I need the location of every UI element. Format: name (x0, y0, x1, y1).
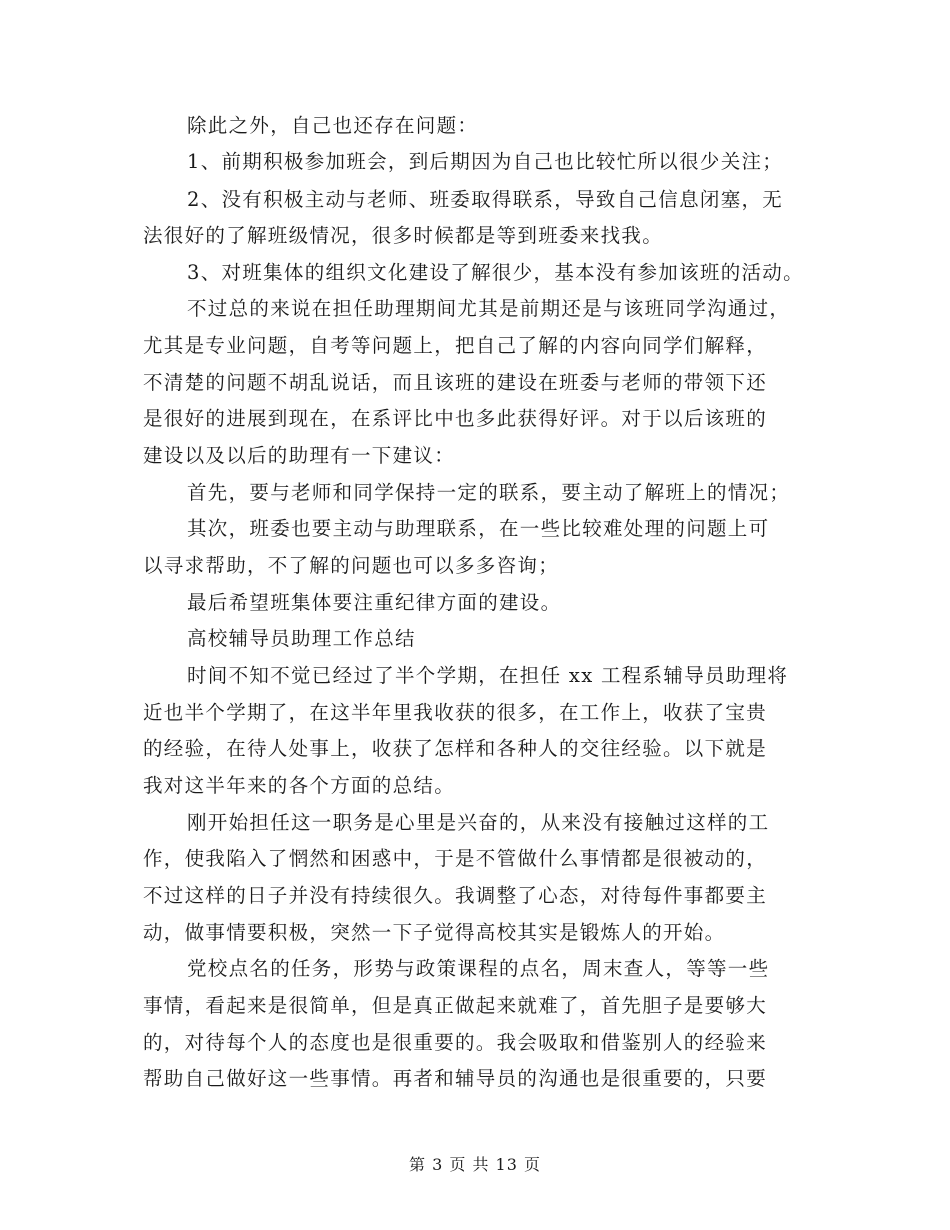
body-line: 以寻求帮助，不了解的问题也可以多多咨询； (143, 554, 560, 577)
body-line: 2、没有积极主动与老师、班委取得联系，导致自己信息闭塞，无 (187, 188, 784, 211)
body-line: 时间不知不觉已经过了半个学期，在担任 xx 工程系辅导员助理将 (187, 664, 789, 687)
body-line: 不过总的来说在担任助理期间尤其是前期还是与该班同学沟通过， (187, 297, 791, 320)
body-line: 刚开始担任这一职务是心里是兴奋的，从来没有接触过这样的工 (187, 811, 770, 834)
body-line: 动，做事情要积极，突然一下子觉得高校其实是锻炼人的开始。 (143, 921, 726, 944)
body-line: 1、前期积极参加班会，到后期因为自己也比较忙所以很少关注； (187, 150, 784, 173)
body-line: 法很好的了解班级情况，很多时候都是等到班委来找我。 (143, 224, 664, 247)
body-line: 3、对班集体的组织文化建设了解很少，基本没有参加该班的活动。 (187, 261, 804, 284)
body-line: 的，对待每个人的态度也是很重要的。我会吸取和借鉴别人的经验来 (143, 1031, 768, 1054)
body-line: 首先，要与老师和同学保持一定的联系，要主动了解班上的情况； (187, 481, 791, 504)
body-line: 除此之外，自己也还存在问题： (187, 114, 479, 137)
body-line: 其次，班委也要主动与助理联系，在一些比较难处理的问题上可 (187, 517, 770, 540)
body-line: 最后希望班集体要注重纪律方面的建设。 (187, 591, 562, 614)
body-line: 事情，看起来是很简单，但是真正做起来就难了，首先胆子是要够大 (143, 994, 768, 1017)
body-line: 党校点名的任务，形势与政策课程的点名，周末查人，等等一些 (187, 957, 770, 980)
body-line: 建设以及以后的助理有一下建议： (143, 444, 456, 467)
body-line: 近也半个学期了，在这半年里我收获的很多，在工作上，收获了宝贵 (143, 701, 768, 724)
page-footer: 第 3 页 共 13 页 (409, 1155, 541, 1174)
body-line: 不过这样的日子并没有持续很久。我调整了心态，对待每件事都要主 (143, 884, 768, 907)
body-line: 的经验，在待人处事上，收获了怎样和各种人的交往经验。以下就是 (143, 737, 768, 760)
body-line: 帮助自己做好这一些事情。再者和辅导员的沟通也是很重要的，只要 (143, 1067, 768, 1090)
body-line: 是很好的进展到现在，在系评比中也多此获得好评。对于以后该班的 (143, 407, 768, 430)
body-line: 尤其是专业问题，自考等问题上，把自己了解的内容向同学们解释， (143, 334, 768, 357)
body-line: 我对这半年来的各个方面的总结。 (143, 774, 456, 797)
body-line: 作，使我陷入了惘然和困惑中，于是不管做什么事情都是很被动的， (143, 847, 768, 870)
body-line: 不清楚的问题不胡乱说话，而且该班的建设在班委与老师的带领下还 (143, 371, 768, 394)
section-heading: 高校辅导员助理工作总结 (187, 627, 416, 650)
